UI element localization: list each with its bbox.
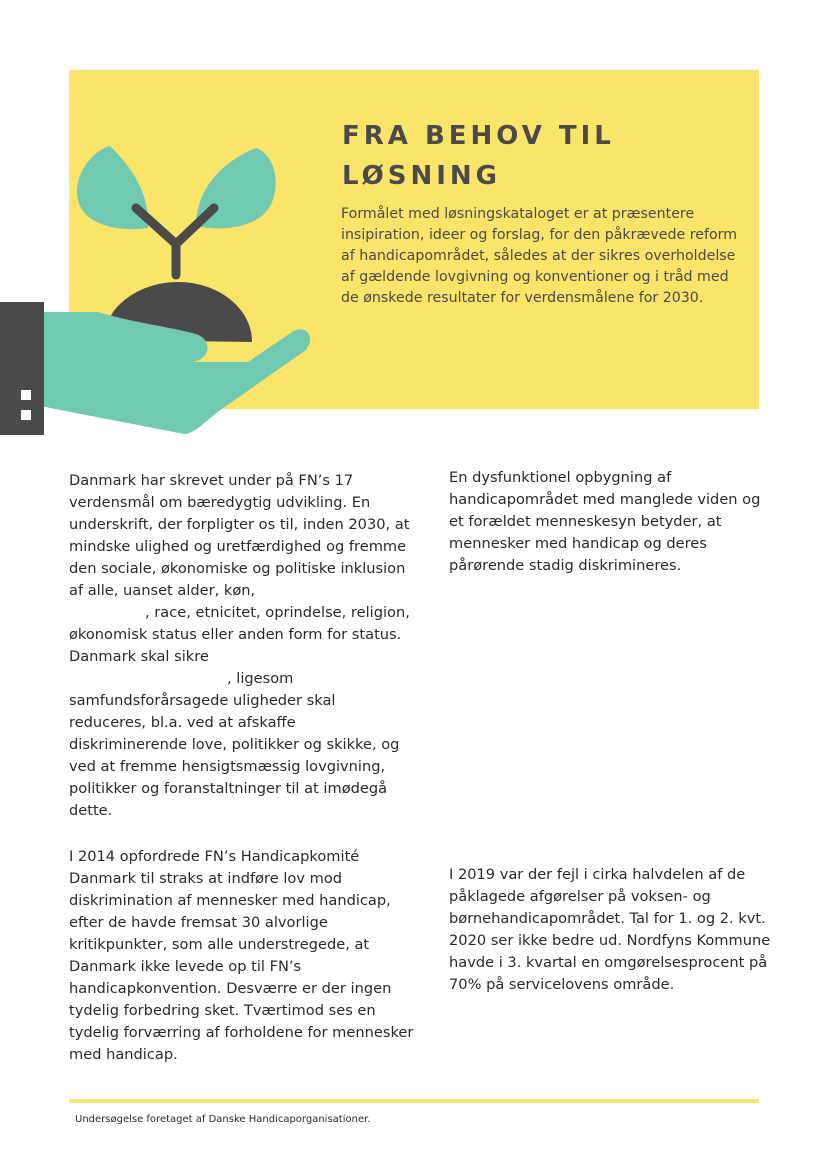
left-leaf: [77, 146, 148, 229]
footer-note: Undersøgelse foretaget af Danske Handicaporganisationer.: [75, 1114, 371, 1125]
cuff-button-2: [21, 410, 31, 420]
left-paragraph-1: [69, 470, 414, 822]
hand: [40, 312, 310, 434]
hand-holding-plant-icon: [0, 140, 320, 440]
right-paragraph-1: En dysfunktionel opbygning af handicapområdet med manglede viden og et forældet menneskesyn betyder, at mennesker med handicap og deres pårørende stadig diskrimineres.: [449, 469, 761, 574]
intro-text: Formålet med løsningskataloget er at præsentere insipiration, ideer og forslag, for den påkrævede reform af handicapområdet, således at der sikres overholdelse af gældende lovgivning og konventioner og i tråd med de ønskede resultater for verdensmålene for 2030.: [341, 206, 738, 306]
title-line-1: FRA BEHOV TIL: [342, 121, 615, 151]
plant-stem: [136, 208, 214, 275]
left-paragraph-1-b: , race, etnicitet, oprindelse, religion, økonomisk status eller anden form for status. Danmark skal sikre: [69, 604, 410, 665]
right-paragraph-2: I 2019 var der fejl i cirka halvdelen af de påklagede afgørelser på voksen- og børnehandicapområdet. Tal for 1. og 2. kvt. 2020 ser ikke bedre ud. Nordfyns Kommune havde i 3. kvartal en omgørelsesprocent på 70% på servicelovens område.: [449, 866, 771, 993]
left-paragraph-1-a: Danmark har skrevet under på FN’s 17 verdensmål om bæredygtig udvikling. En underskrift, der forpligter os til, inden 2030, at mindske ulighed og uretfærdighed og fremme den sociale, økonomiske og politiske inklusion af alle, uanset alder, køn,: [69, 472, 410, 599]
footer-divider: [69, 1099, 759, 1103]
page-title: [342, 116, 742, 196]
left-paragraph-1-c: , ligesom samfundsforårsagede uligheder skal reduceres, bl.a. ved at afskaffe diskriminerende love, politikker og skikke, og ved at fremme hensigtsmæssig lovgivning, politikker og foranstaltninger til at imødegå dette.: [69, 670, 400, 819]
cuff-button-1: [21, 390, 31, 400]
left-paragraph-2: I 2014 opfordrede FN’s Handicapkomité Danmark til straks at indføre lov mod diskrimination af mennesker med handicap, efter de havde fremsat 30 alvorlige kritikpunkter, som alle understregede, at Danmark ikke levede op til FN’s handicapkonvention. Desværre er der ingen tydelig forbedring sket. Tværtimod ses en tydelig forværring af forholdene for mennesker med handicap.: [69, 848, 414, 1063]
title-line-2: LØSNING: [342, 161, 502, 191]
